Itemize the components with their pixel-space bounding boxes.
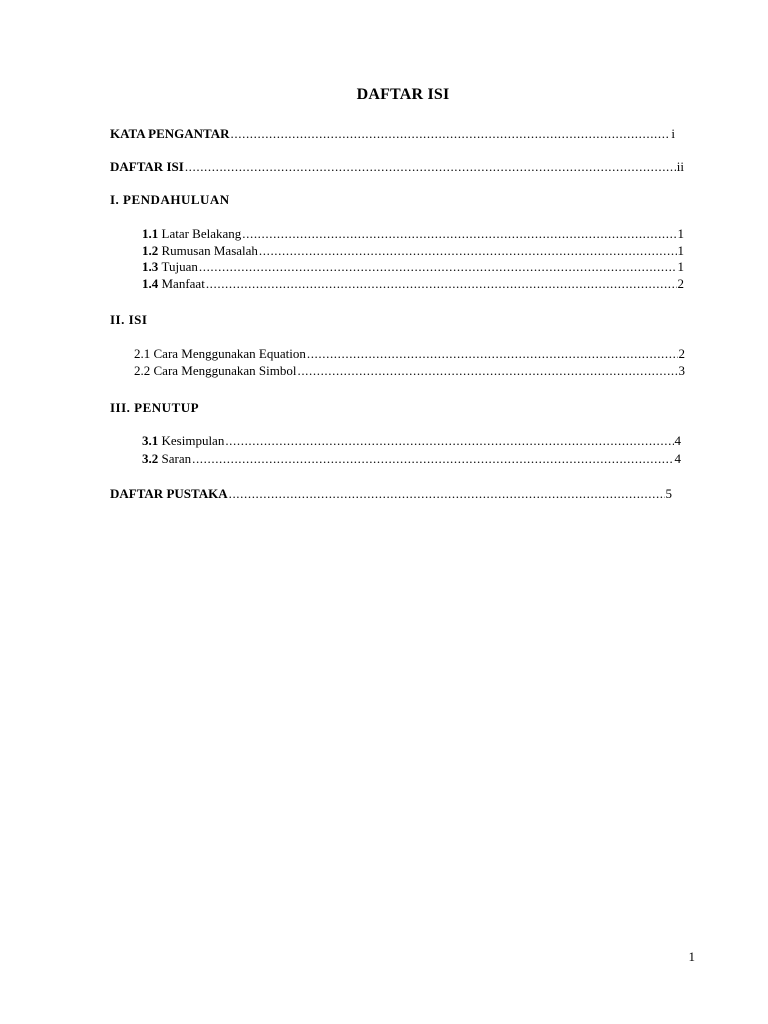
toc-entry-page: 1 — [677, 259, 684, 274]
toc-entry-page: 2 — [677, 276, 684, 291]
toc-entry-page: 3 — [678, 363, 685, 378]
toc-dot-leader — [242, 226, 676, 242]
toc-entry-page: 4 — [674, 451, 681, 466]
toc-entry-2-2[interactable] — [134, 363, 685, 379]
toc-entry-label: 1.3 Tujuan — [142, 259, 198, 274]
section-heading-isi: II. ISI — [110, 312, 148, 327]
toc-entry-3-2[interactable] — [142, 451, 681, 467]
toc-entry-label: DAFTAR PUSTAKA — [110, 486, 228, 501]
toc-entry-page: 2 — [678, 346, 685, 361]
page-title: DAFTAR ISI — [356, 86, 450, 103]
toc-entry-3-1[interactable] — [142, 433, 681, 449]
toc-entry-label: 1.4 Manfaat — [142, 276, 205, 291]
toc-entry-page: i — [671, 126, 675, 141]
toc-entry-page: 5 — [665, 486, 672, 501]
toc-dot-leader — [307, 346, 678, 362]
toc-entry-kata-pengantar[interactable] — [110, 126, 675, 142]
toc-entry-label: 2.2 Cara Menggunakan Simbol — [134, 363, 297, 378]
toc-entry-label: 2.1 Cara Menggunakan Equation — [134, 346, 306, 361]
toc-entry-daftar-isi[interactable] — [110, 159, 684, 175]
toc-entry-label: DAFTAR ISI — [110, 159, 184, 174]
toc-entry-1-2[interactable] — [142, 243, 684, 259]
toc-entry-daftar-pustaka[interactable] — [110, 486, 672, 502]
toc-dot-leader — [225, 433, 673, 449]
toc-entry-2-1[interactable] — [134, 346, 685, 362]
toc-entry-1-3[interactable] — [142, 259, 684, 275]
toc-dot-leader — [231, 126, 671, 142]
toc-entry-page: 4 — [674, 433, 681, 448]
toc-entry-label: 1.1 Latar Belakang — [142, 226, 242, 241]
toc-entry-label: KATA PENGANTAR — [110, 126, 230, 141]
toc-entry-label: 3.2 Saran — [142, 451, 192, 466]
toc-dot-leader — [259, 243, 677, 259]
toc-entry-1-1[interactable] — [142, 226, 684, 242]
toc-entry-page: ii — [676, 159, 684, 174]
toc-dot-leader — [229, 486, 665, 502]
page-number: 1 — [688, 949, 695, 964]
toc-entry-1-4[interactable] — [142, 276, 684, 292]
toc-entry-label: 3.1 Kesimpulan — [142, 433, 225, 448]
toc-dot-leader — [297, 363, 677, 379]
toc-entry-label: 1.2 Rumusan Masalah — [142, 243, 258, 258]
toc-dot-leader — [192, 451, 673, 467]
toc-dot-leader — [199, 259, 677, 275]
toc-dot-leader — [185, 159, 676, 175]
section-heading-penutup: III. PENUTUP — [110, 400, 200, 415]
toc-entry-page: 1 — [677, 226, 684, 241]
toc-dot-leader — [206, 276, 677, 292]
toc-entry-page: 1 — [677, 243, 684, 258]
section-heading-pendahuluan: I. PENDAHULUAN — [110, 192, 230, 207]
